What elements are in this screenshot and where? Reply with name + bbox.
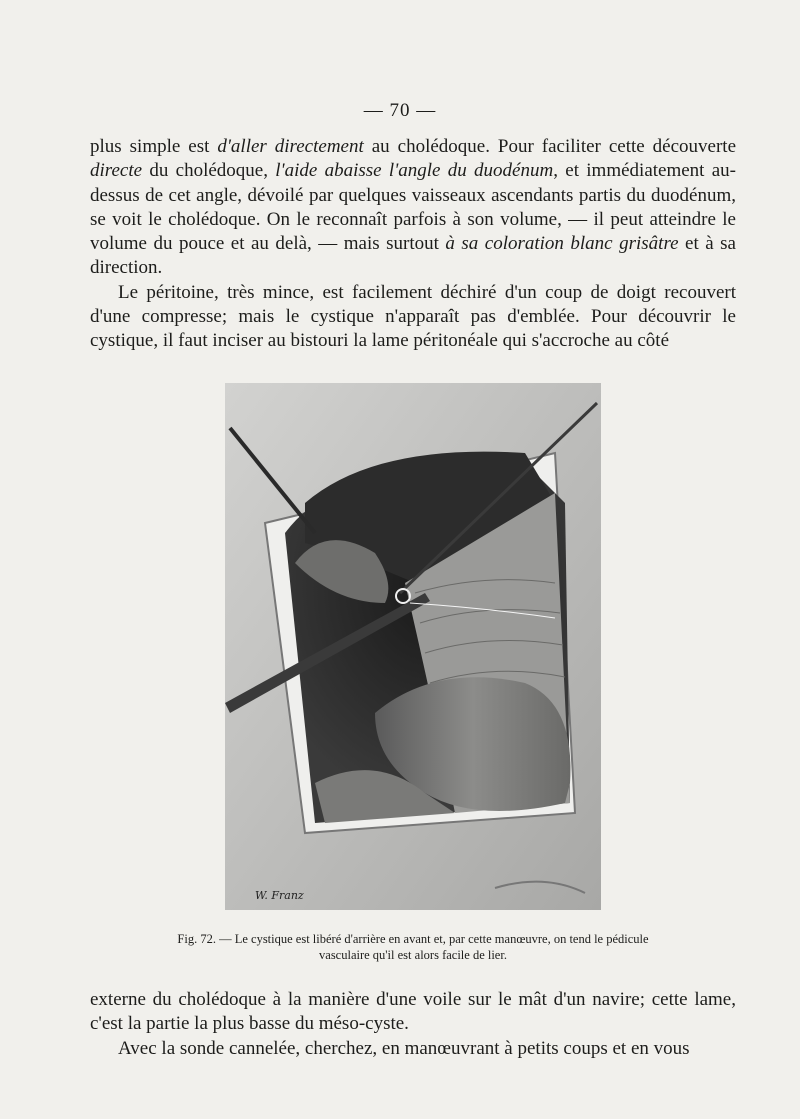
artist-signature: W. Franz — [255, 889, 304, 902]
paragraph-4: Avec la sonde cannelée, cherchez, en manœuvrant à petits coups et en vous — [118, 1037, 690, 1059]
paragraph-2: Le péritoine, très mince, est facilement déchiré d'un coup de doigt recouvert d'une compresse; mais le cystique n'apparaît pas d'emblée. Pour découvrir le cystique, il faut inciser au bistouri la lame péritonéale qui s'accroche au côté — [90, 281, 736, 352]
illustration-drawing — [225, 383, 601, 910]
page-number: — 70 — — [363, 100, 437, 121]
paragraph-1: plus simple est d'aller directement au cholédoque. Pour faciliter cette découverte directe du cholédoque, l'aide abaisse l'angle du duodénum, et immédiatement au-dessus de cet angle, dévoilé par quelques vaisseaux ascendants partis du duodénum, se voit le cholédoque. On le reconnaît parfois à son volume, — il peut atteindre le volume du pouce et au delà, — mais surtout à sa coloration blanc grisâtre et à sa direction. — [90, 136, 737, 279]
caption-line-2: vasculaire qu'il est alors facile de lier. — [319, 948, 507, 962]
caption-line-1: Fig. 72. — Le cystique est libéré d'arrière en avant et, par cette manœuvre, on tend le pédicule — [177, 932, 649, 946]
surgical-illustration — [225, 383, 601, 910]
body-text-top — [90, 135, 736, 354]
body-text-bottom — [90, 988, 736, 1061]
paragraph-3: externe du cholédoque à la manière d'une voile sur le mât d'un navire; cette lame, c'est la partie la plus basse du méso-cyste. — [90, 989, 736, 1035]
figure-caption — [90, 931, 736, 963]
